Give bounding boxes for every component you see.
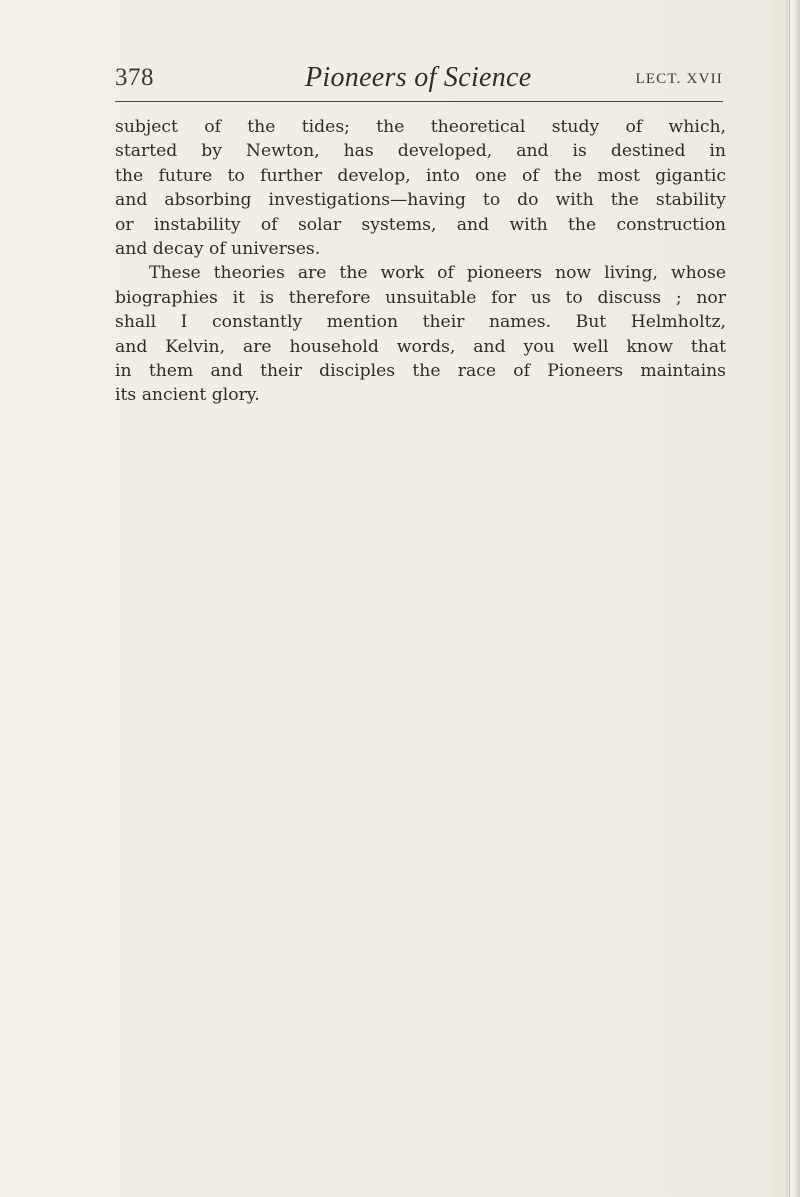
text-line-12: its ancient glory. (115, 385, 260, 406)
running-title: Pioneers of Science (305, 62, 532, 93)
text-line-5: or instability of solar systems, and with the construction (115, 214, 726, 235)
text-line-3: the future to further develop, into one of the most gigantic (115, 165, 726, 186)
text-line-1: subject of the tides; the theoretical study of which, (115, 117, 726, 137)
text-line-10: and Kelvin, are household words, and you well know that (115, 336, 726, 357)
text-line-7: These theories are the work of pioneers now living, whose (149, 263, 726, 284)
text-line-6: and decay of universes. (115, 238, 321, 259)
text-line-9: shall I constantly mention their names. But Helmholtz, (115, 312, 726, 333)
text-line-8: biographies it is therefore unsuitable for us to discuss ; nor (115, 287, 726, 308)
body-text (115, 115, 726, 408)
text-line-2: started by Newton, has developed, and is destined in (115, 141, 726, 162)
header-rule (115, 101, 723, 102)
page-header (115, 62, 723, 102)
page-edge-line (789, 0, 790, 1197)
text-line-4: and absorbing investigations—having to do with the stability (115, 190, 726, 211)
lecture-mark: LECT. XVII (635, 71, 723, 87)
text-line-11: in them and their disciples the race of Pioneers maintains (115, 360, 726, 381)
page-number: 378 (115, 64, 154, 91)
